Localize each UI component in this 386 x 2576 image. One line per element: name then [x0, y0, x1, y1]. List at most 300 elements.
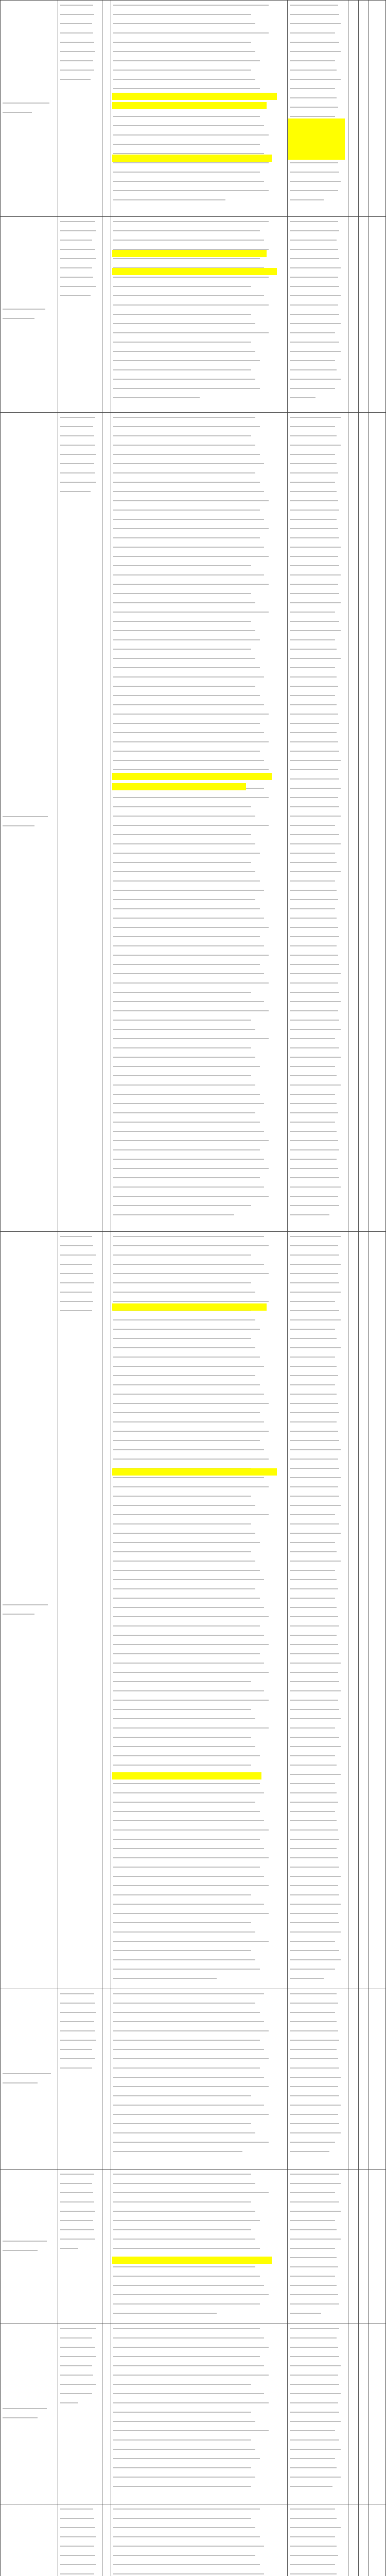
text-line	[290, 1616, 338, 1617]
text-line	[113, 1857, 269, 1858]
text-line	[113, 397, 200, 398]
text-line	[113, 1635, 264, 1636]
text-line	[290, 2536, 335, 2537]
text-line	[113, 751, 260, 752]
text-line	[290, 630, 341, 631]
text-line	[113, 5, 269, 6]
text-line	[290, 639, 335, 640]
text-line	[290, 2040, 339, 2041]
text-line	[60, 2536, 96, 2537]
item-name-cell	[58, 2324, 102, 2504]
text-line	[290, 918, 337, 919]
text-line	[113, 853, 260, 854]
text-line	[290, 1978, 324, 1979]
text-line	[290, 936, 339, 937]
text-line	[113, 162, 269, 163]
text-line	[290, 825, 335, 826]
text-line	[113, 2294, 269, 2295]
text-line	[290, 1625, 339, 1626]
text-line	[290, 162, 338, 163]
text-line	[290, 1783, 335, 1784]
text-line	[290, 2449, 341, 2450]
text-line	[60, 2030, 95, 2031]
text-line	[113, 1431, 269, 1432]
text-line	[290, 2285, 337, 2286]
text-line	[113, 834, 251, 835]
text-line	[290, 602, 341, 603]
text-line	[113, 1496, 251, 1497]
text-line	[60, 1993, 94, 1994]
category-cell	[102, 1232, 111, 1989]
text-line	[113, 1020, 251, 1021]
text-line	[60, 2555, 95, 2556]
item-code-cell	[0, 413, 58, 1231]
text-line	[113, 2536, 260, 2537]
text-line	[290, 621, 339, 622]
text-line	[290, 547, 341, 548]
text-line	[113, 806, 251, 807]
text-line	[113, 88, 260, 89]
text-line	[290, 1187, 341, 1188]
text-line	[113, 1245, 269, 1246]
text-line	[60, 5, 93, 6]
text-line	[290, 871, 341, 872]
responsibility-cell	[287, 2170, 348, 2324]
text-line	[113, 360, 260, 361]
text-line	[60, 2021, 94, 2022]
text-line	[290, 880, 335, 882]
text-line	[60, 1292, 92, 1293]
text-line	[60, 14, 94, 15]
category-cell	[102, 413, 111, 1231]
text-line	[290, 2095, 339, 2096]
text-line	[113, 658, 255, 659]
text-line	[290, 862, 337, 863]
notes-cell	[369, 2504, 386, 2576]
text-line	[113, 1514, 269, 1515]
text-line	[113, 1718, 255, 1719]
text-line	[290, 769, 338, 770]
text-line	[113, 1644, 269, 1645]
text-line	[290, 1737, 339, 1738]
col-6-cell	[348, 217, 358, 412]
text-line	[60, 426, 93, 427]
text-line	[113, 936, 260, 937]
text-line	[290, 2229, 337, 2230]
item-name-cell	[58, 1232, 102, 1989]
text-line	[113, 1755, 260, 1756]
text-line	[290, 249, 338, 250]
text-line	[113, 1913, 269, 1914]
text-line	[113, 70, 251, 71]
text-line	[290, 1431, 338, 1432]
text-line	[113, 1969, 260, 1970]
text-line	[113, 2183, 255, 2184]
basis-cell	[111, 217, 287, 412]
text-line	[290, 1310, 339, 1311]
text-line	[113, 32, 269, 33]
text-line	[113, 2518, 251, 2519]
text-line	[113, 2384, 251, 2385]
item-code-cell	[0, 217, 58, 412]
text-line	[290, 1292, 341, 1293]
text-line	[113, 1149, 260, 1150]
text-line	[113, 2285, 264, 2286]
text-line	[60, 2393, 92, 2394]
text-line	[113, 1366, 264, 1367]
text-line	[113, 491, 264, 492]
text-line	[113, 992, 251, 993]
text-line	[113, 2477, 255, 2478]
text-line	[290, 1700, 338, 1701]
text-line	[113, 2486, 251, 2487]
text-line	[113, 1038, 269, 1039]
text-line	[113, 1993, 264, 1994]
text-line	[290, 1709, 339, 1710]
text-line	[290, 2030, 338, 2031]
text-line	[113, 221, 269, 222]
text-line	[290, 1264, 341, 1265]
text-line	[290, 2356, 339, 2357]
col-7-cell	[358, 1232, 369, 1989]
text-line	[290, 304, 338, 306]
text-line	[113, 1001, 264, 1002]
text-line	[113, 2003, 255, 2004]
text-line	[113, 2105, 264, 2106]
text-line	[113, 927, 269, 928]
highlight-mark	[112, 1772, 261, 1780]
text-line	[113, 899, 255, 900]
text-line	[290, 417, 341, 418]
text-line	[290, 667, 335, 668]
text-line	[290, 2077, 341, 2078]
text-line	[290, 2573, 337, 2574]
item-code-cell	[0, 2324, 58, 2504]
text-line	[113, 445, 255, 446]
text-line	[290, 1366, 337, 1367]
text-line	[290, 593, 339, 594]
text-line	[60, 1310, 92, 1311]
text-line	[113, 1616, 269, 1617]
text-line	[113, 1737, 251, 1738]
text-line	[113, 426, 260, 427]
col-7-cell	[358, 1989, 369, 2169]
text-line	[113, 695, 260, 696]
text-line	[60, 277, 93, 278]
text-line	[113, 519, 264, 520]
text-line	[3, 112, 32, 113]
text-line	[290, 2012, 335, 2013]
text-line	[290, 2509, 335, 2510]
item-name-cell	[58, 1989, 102, 2169]
text-line	[60, 1245, 93, 1246]
notes-cell	[369, 1989, 386, 2169]
text-line	[113, 1551, 251, 1552]
text-line	[113, 973, 264, 974]
text-line	[290, 351, 341, 352]
text-line	[290, 760, 341, 761]
table-row	[0, 216, 386, 412]
text-line	[113, 1607, 264, 1608]
text-line	[3, 1614, 34, 1615]
text-line	[290, 2384, 339, 2385]
text-line	[290, 397, 315, 398]
text-line	[3, 309, 45, 310]
text-line	[290, 1421, 337, 1422]
text-line	[113, 1523, 251, 1524]
text-line	[290, 2328, 339, 2329]
text-line	[290, 342, 339, 343]
text-line	[113, 2021, 264, 2022]
text-line	[290, 2183, 341, 2184]
text-line	[113, 1811, 260, 1812]
text-line	[60, 2248, 78, 2249]
text-line	[290, 1922, 339, 1923]
highlight-mark	[112, 1303, 267, 1311]
text-line	[60, 472, 95, 473]
highlight-mark	[112, 102, 267, 109]
text-line	[290, 426, 335, 427]
text-line	[113, 1533, 255, 1534]
text-line	[60, 2337, 92, 2338]
text-line	[290, 1149, 339, 1150]
text-line	[290, 1177, 339, 1178]
col-7-cell	[358, 2324, 369, 2504]
text-line	[290, 314, 339, 315]
text-line	[113, 723, 260, 724]
text-line	[290, 1001, 341, 1002]
text-line	[113, 1746, 255, 1747]
item-name-cell	[58, 2504, 102, 2576]
text-line	[290, 2257, 337, 2258]
text-line	[60, 1236, 92, 1237]
text-line	[60, 258, 96, 259]
text-line	[113, 704, 264, 705]
text-line	[60, 1264, 92, 1265]
text-line	[113, 1112, 255, 1113]
text-line	[113, 1792, 264, 1793]
text-line	[290, 79, 341, 80]
text-line	[290, 323, 341, 324]
text-line	[3, 2250, 38, 2251]
text-line	[290, 714, 338, 715]
text-line	[113, 1765, 251, 1766]
text-line	[290, 1820, 337, 1821]
text-line	[113, 379, 255, 380]
text-line	[290, 778, 339, 779]
col-6-cell	[348, 2170, 358, 2324]
text-line	[60, 2546, 94, 2547]
text-line	[113, 1329, 260, 1330]
item-name-cell	[58, 413, 102, 1231]
text-line	[290, 88, 335, 89]
text-line	[113, 435, 251, 436]
text-line	[290, 676, 337, 677]
text-line	[60, 2356, 96, 2357]
text-line	[3, 318, 34, 319]
text-line	[113, 2229, 251, 2230]
text-line	[60, 2402, 78, 2403]
text-line	[290, 797, 338, 798]
text-line	[290, 2049, 337, 2050]
text-line	[113, 2095, 251, 2096]
text-line	[113, 714, 269, 715]
text-line	[60, 286, 96, 287]
text-line	[290, 51, 341, 52]
highlight-mark	[112, 155, 272, 162]
text-line	[290, 1941, 335, 1942]
text-line	[113, 1839, 260, 1840]
text-line	[290, 2467, 337, 2468]
text-line	[290, 1112, 338, 1113]
text-line	[290, 2555, 338, 2556]
text-line	[290, 1047, 339, 1048]
text-line	[290, 1755, 335, 1756]
text-line	[290, 1255, 339, 1256]
notes-cell	[369, 413, 386, 1231]
text-line	[290, 704, 337, 705]
text-line	[113, 1681, 251, 1682]
text-line	[290, 1038, 335, 1039]
text-line	[60, 1255, 96, 1256]
text-line	[3, 2073, 51, 2074]
text-line	[290, 1993, 337, 1994]
text-line	[290, 172, 339, 173]
text-line	[113, 1904, 264, 1905]
text-line	[113, 2123, 251, 2124]
text-line	[113, 1403, 269, 1404]
text-line	[3, 816, 48, 817]
text-line	[290, 908, 335, 909]
text-line	[290, 1588, 338, 1589]
text-line	[290, 2412, 339, 2413]
text-line	[113, 79, 255, 80]
text-line	[113, 172, 260, 173]
text-line	[113, 1255, 251, 1256]
text-line	[113, 2276, 260, 2277]
basis-cell	[111, 2504, 287, 2576]
text-line	[113, 2303, 260, 2304]
text-line	[290, 1236, 341, 1237]
text-line	[290, 2067, 339, 2069]
text-line	[290, 221, 338, 222]
category-cell	[102, 2504, 111, 2576]
text-line	[113, 2313, 217, 2314]
text-line	[290, 1857, 338, 1858]
text-line	[290, 1505, 341, 1506]
text-line	[113, 2527, 255, 2528]
text-line	[113, 1338, 251, 1339]
text-line	[113, 1876, 264, 1877]
text-line	[290, 1839, 339, 1840]
text-line	[290, 295, 341, 296]
text-line	[290, 1663, 341, 1664]
text-line	[290, 360, 335, 361]
text-line	[290, 107, 338, 108]
table-row	[0, 1989, 386, 2169]
text-line	[290, 1205, 339, 1206]
text-line	[290, 2375, 338, 2376]
text-line	[113, 2564, 260, 2565]
text-line	[290, 1273, 338, 1274]
text-line	[113, 630, 255, 631]
text-line	[290, 1644, 338, 1645]
item-code-cell	[0, 1232, 58, 1989]
text-line	[290, 2105, 341, 2106]
text-line	[113, 1449, 264, 1450]
text-line	[113, 417, 255, 418]
text-line	[290, 1477, 341, 1478]
text-line	[60, 2239, 95, 2240]
basis-cell	[111, 2324, 287, 2504]
text-line	[113, 676, 264, 677]
text-line	[113, 890, 264, 891]
notes-cell	[369, 217, 386, 412]
text-line	[113, 880, 260, 882]
text-line	[113, 2573, 264, 2574]
text-line	[113, 1319, 255, 1320]
highlight-mark	[112, 250, 267, 257]
text-line	[113, 1140, 269, 1141]
text-line	[290, 2248, 335, 2249]
text-line	[113, 1187, 264, 1188]
text-line	[113, 1412, 260, 1413]
text-line	[290, 1159, 337, 1160]
text-line	[290, 116, 335, 117]
text-line	[290, 1066, 335, 1067]
text-line	[290, 230, 339, 231]
text-line	[290, 2402, 338, 2403]
text-line	[290, 2421, 341, 2422]
text-line	[113, 918, 264, 919]
text-line	[290, 2239, 341, 2240]
notes-cell	[369, 2170, 386, 2324]
text-line	[113, 945, 264, 946]
text-line	[290, 1168, 338, 1169]
text-line	[60, 2183, 92, 2184]
text-line	[113, 60, 260, 61]
text-line	[3, 825, 34, 826]
text-line	[113, 1690, 264, 1691]
text-line	[113, 240, 264, 241]
text-line	[290, 1010, 338, 1011]
text-line	[60, 51, 95, 52]
text-line	[290, 2337, 337, 2338]
table-row	[0, 2324, 386, 2504]
category-cell	[102, 217, 111, 412]
text-line	[290, 2201, 339, 2202]
text-line	[113, 1542, 260, 1543]
text-line	[113, 2192, 269, 2193]
text-line	[113, 1196, 269, 1197]
table-row	[0, 1231, 386, 1989]
text-line	[113, 528, 269, 529]
text-line	[113, 1959, 255, 1960]
text-line	[113, 593, 251, 594]
basis-cell	[111, 1232, 287, 1989]
text-line	[113, 2201, 251, 2202]
text-line	[290, 472, 338, 473]
text-line	[113, 2132, 255, 2133]
text-line	[113, 2049, 264, 2050]
text-line	[113, 23, 255, 24]
text-line	[290, 853, 335, 854]
text-line	[60, 2347, 95, 2348]
text-line	[290, 1214, 329, 1215]
highlight-mark	[112, 268, 277, 275]
table-row	[0, 2504, 386, 2576]
text-line	[290, 1440, 339, 1441]
